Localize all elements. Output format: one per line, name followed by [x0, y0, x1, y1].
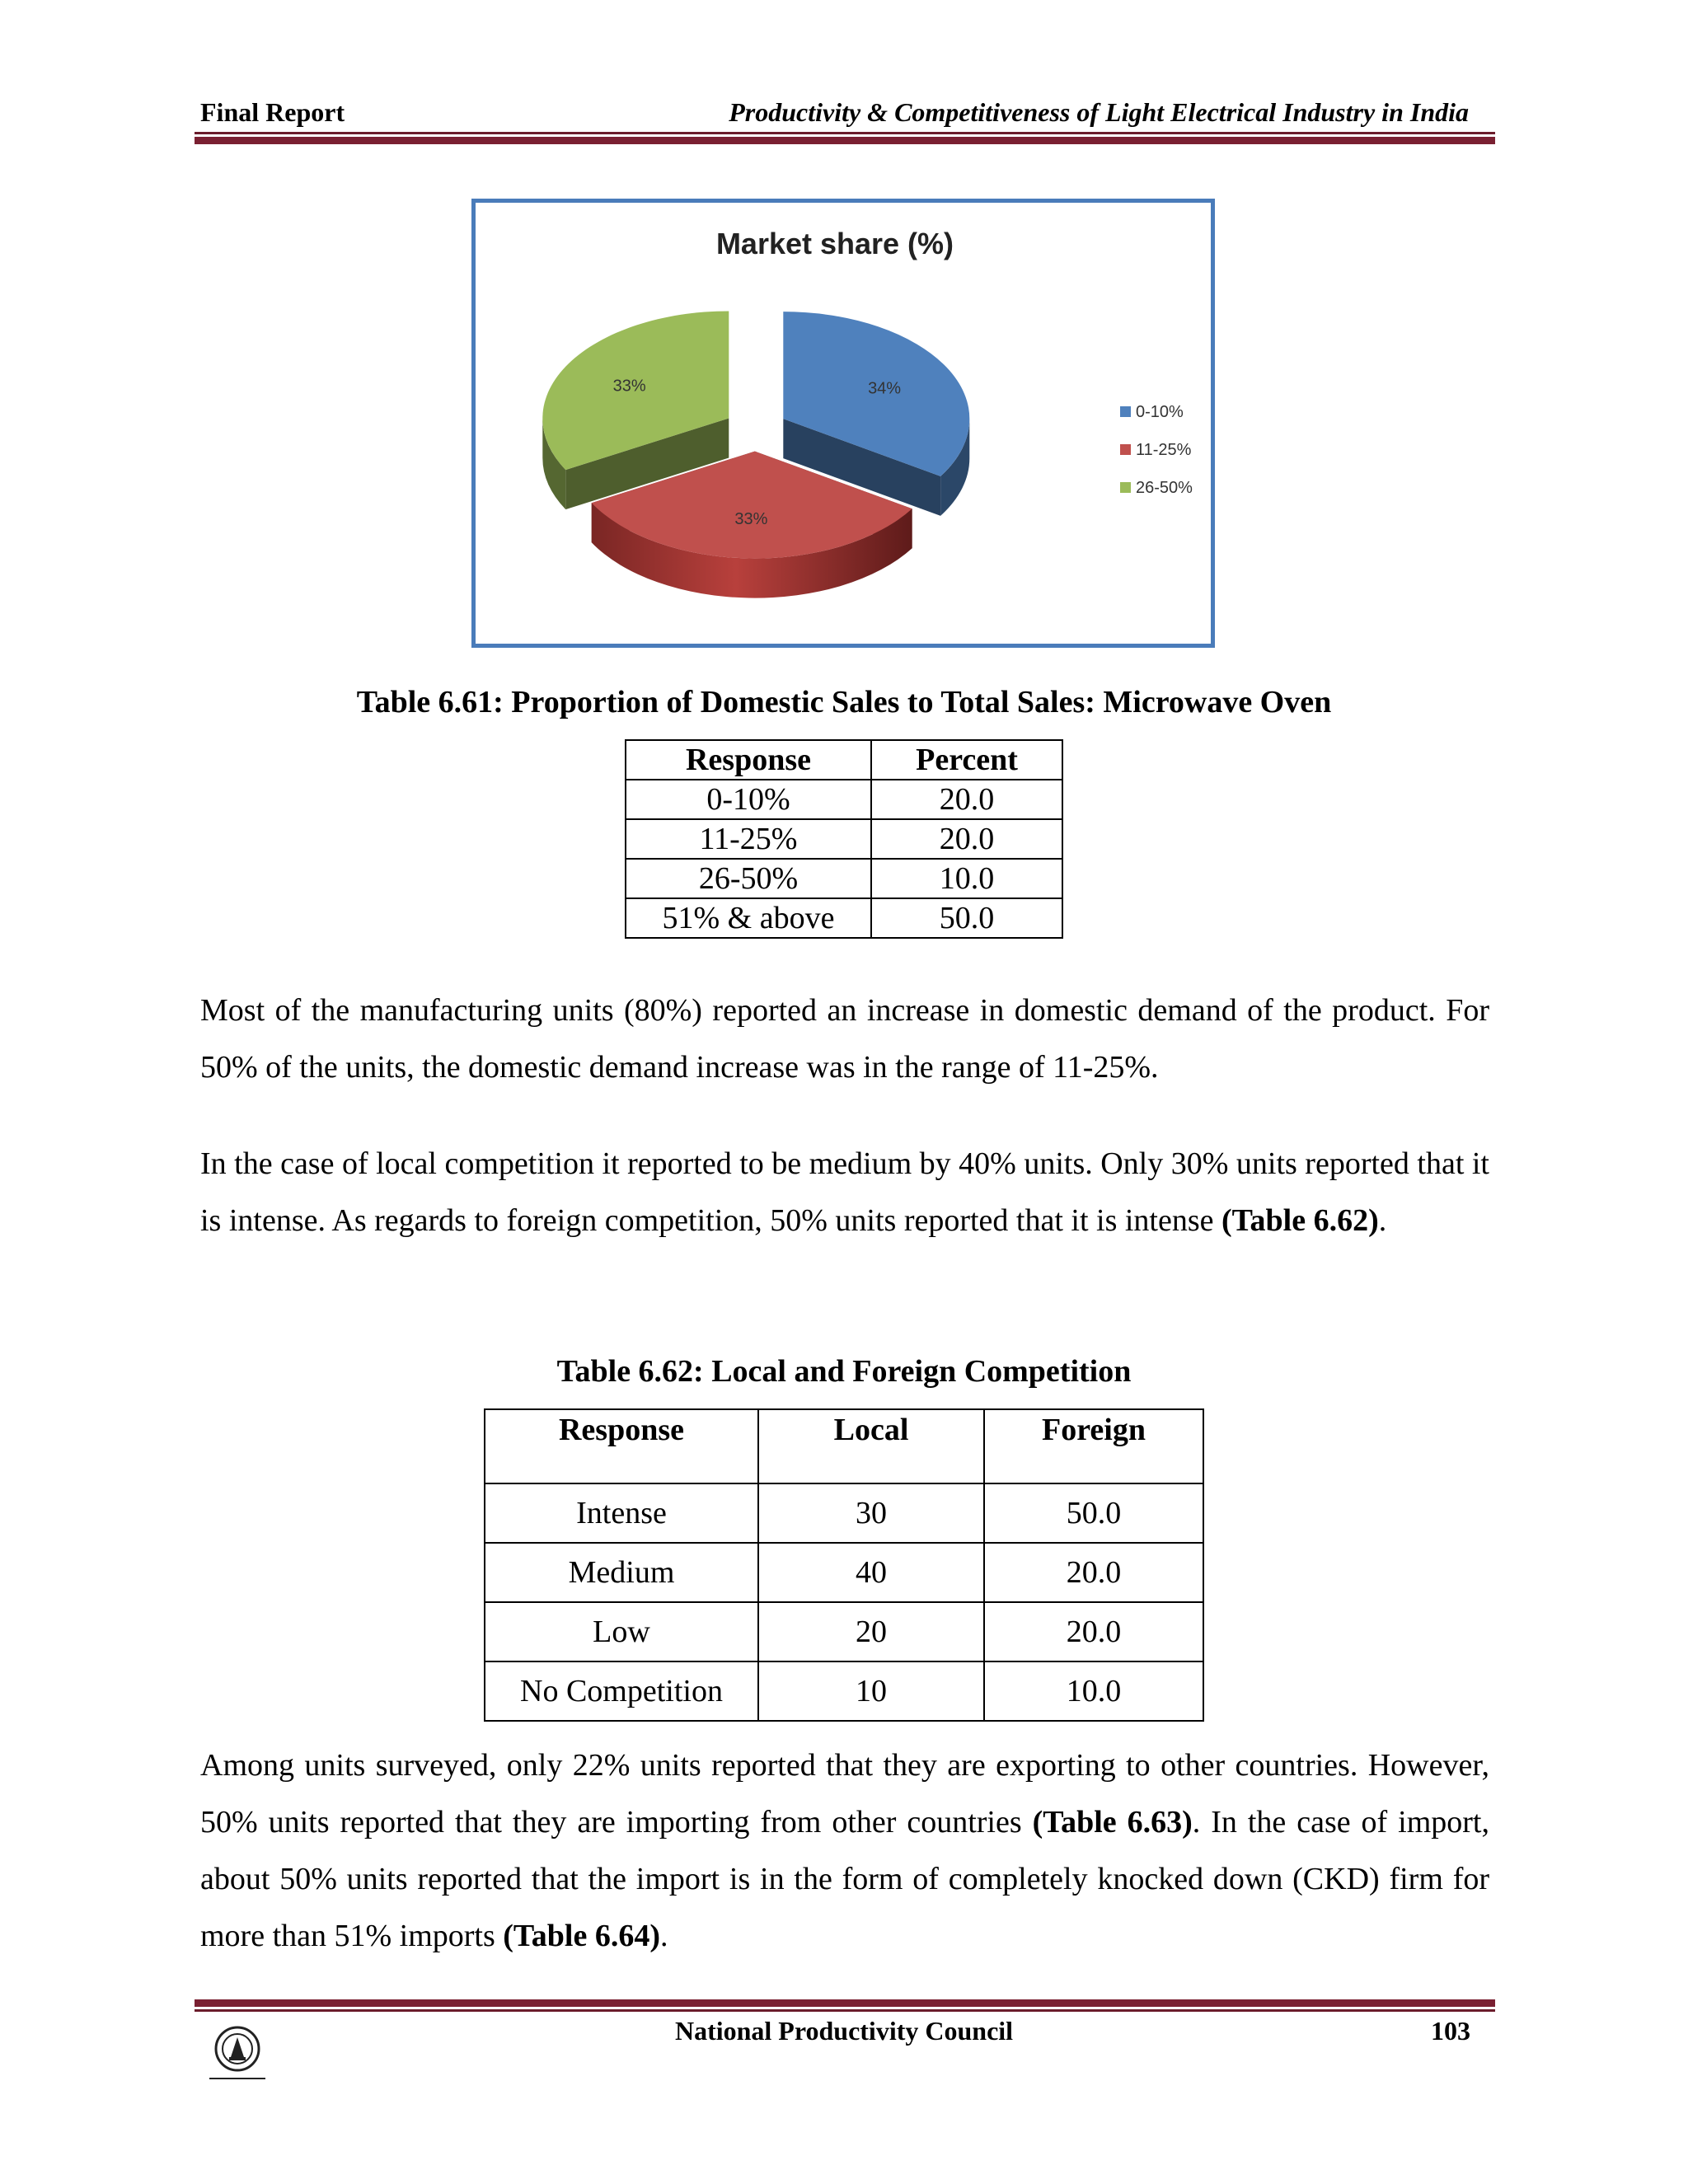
table-row	[485, 1661, 1203, 1721]
pie-data-label: 33%	[734, 510, 768, 529]
table-header-row	[626, 740, 1062, 780]
cell-percent: 20.0	[871, 819, 1062, 859]
table-row	[485, 1483, 1203, 1543]
cell-foreign: 20.0	[984, 1602, 1203, 1661]
paragraph-text: . In the case of import, about 50% units reported that the import is in the form of completely knocked down (CKD) firm for more than 51% imports	[200, 1805, 1489, 1953]
cell-response: 26-50%	[626, 859, 871, 898]
header-rule-thick	[195, 137, 1495, 144]
competition-table	[484, 1408, 1204, 1722]
cell-local: 30	[758, 1483, 984, 1543]
cell-response: Intense	[485, 1483, 758, 1543]
table-6-62-caption: Table 6.62: Local and Foreign Competition	[556, 1354, 1132, 1389]
paragraph-export-import	[200, 1737, 1489, 1965]
table-reference: (Table 6.62)	[1221, 1203, 1379, 1238]
paragraph-text: In the case of local competition it reported to be medium by 40% units. Only 30% units reported that it is intense. As regards to foreign competition, 50% units reported that it is intense	[200, 1146, 1489, 1238]
table-row	[485, 1543, 1203, 1602]
table-reference: (Table 6.63)	[1032, 1805, 1193, 1840]
paragraph-domestic-demand: Most of the manufacturing units (80%) reported an increase in domestic demand of the product. For 50% of the units, the domestic demand increase was in the range of 11-25%.	[200, 993, 1489, 1085]
cell-response: 11-25%	[626, 819, 871, 859]
table-row	[626, 898, 1062, 938]
column-header-response: Response	[626, 740, 871, 780]
cell-local: 40	[758, 1543, 984, 1602]
paragraph-end: .	[1378, 1203, 1387, 1238]
cell-local: 20	[758, 1602, 984, 1661]
cell-response: No Competition	[485, 1661, 758, 1721]
pie-data-label: 34%	[868, 379, 902, 398]
table-row	[626, 780, 1062, 819]
paragraph-competition	[200, 1136, 1489, 1249]
cell-foreign: 50.0	[984, 1483, 1203, 1543]
cell-response: Low	[485, 1602, 758, 1661]
pie-data-label: 33%	[612, 377, 646, 396]
cell-local: 10	[758, 1661, 984, 1721]
legend-label: 0-10%	[1136, 403, 1184, 421]
cell-percent: 20.0	[871, 780, 1062, 819]
cell-response: 0-10%	[626, 780, 871, 819]
column-header-percent: Percent	[871, 740, 1062, 780]
legend-label: 26-50%	[1136, 479, 1193, 497]
cell-response: Medium	[485, 1543, 758, 1602]
cell-response: 51% & above	[626, 898, 871, 938]
cell-foreign: 20.0	[984, 1543, 1203, 1602]
cell-foreign: 10.0	[984, 1661, 1203, 1721]
footer-organization: National Productivity Council	[674, 2016, 1014, 2046]
column-header-local: Local	[758, 1409, 984, 1483]
chart-title: Market share (%)	[715, 227, 954, 260]
column-header-foreign: Foreign	[984, 1409, 1203, 1483]
legend-swatch	[1120, 406, 1131, 417]
header-rule-thin	[195, 132, 1495, 134]
market-share-chart	[471, 199, 1215, 648]
domestic-sales-table	[625, 739, 1063, 939]
footer-rule-thick	[195, 1999, 1495, 2007]
paragraph-end: .	[660, 1919, 668, 1953]
header-document-title: Productivity & Competitiveness of Light Electrical Industry in India	[729, 97, 1469, 127]
cell-percent: 10.0	[871, 859, 1062, 898]
paragraph-text: Among units surveyed, only 22% units reported that they are exporting to other countries. However, 50% units reported that they are importing from other countries	[200, 1748, 1489, 1840]
legend-label: 11-25%	[1136, 441, 1192, 459]
legend-swatch	[1120, 482, 1131, 493]
pie-chart-svg	[476, 203, 1211, 644]
page-number: 103	[1431, 2016, 1470, 2046]
table-row	[626, 819, 1062, 859]
footer-rule-thin	[195, 2009, 1495, 2012]
table-row	[626, 859, 1062, 898]
column-header-response: Response	[485, 1409, 758, 1483]
cell-percent: 50.0	[871, 898, 1062, 938]
legend-swatch	[1120, 444, 1131, 455]
table-reference: (Table 6.64)	[503, 1919, 661, 1953]
table-header-row	[485, 1409, 1203, 1483]
table-row	[485, 1602, 1203, 1661]
table-6-61-caption: Table 6.61: Proportion of Domestic Sales to Total Sales: Microwave Oven	[356, 685, 1332, 719]
header-report-label: Final Report	[200, 97, 345, 127]
